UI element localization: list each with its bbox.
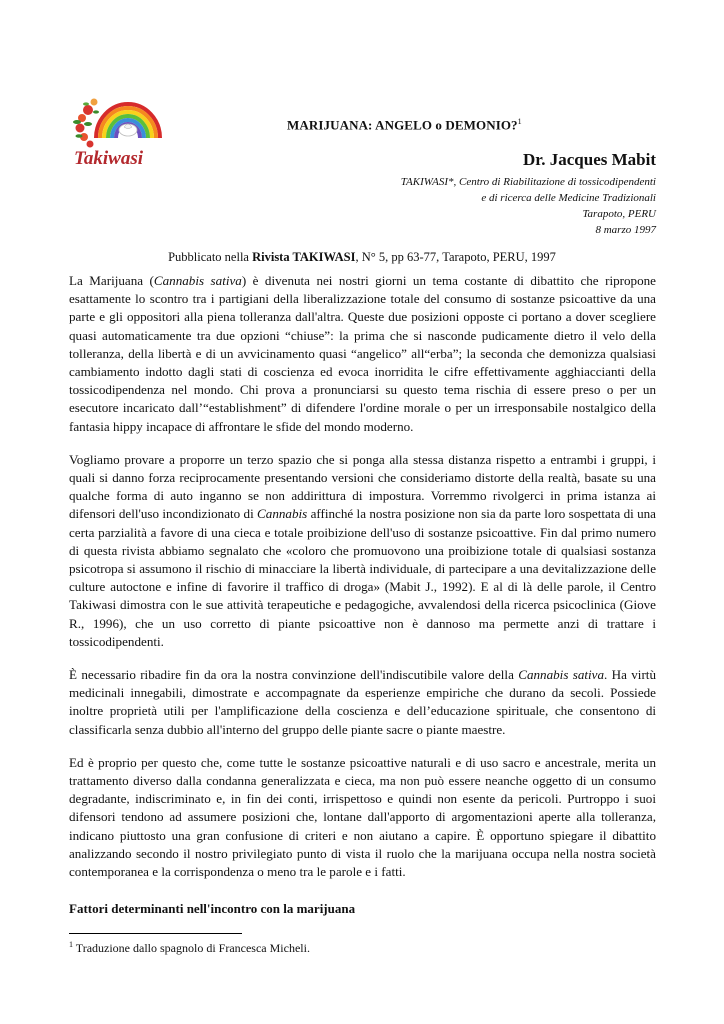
paragraph-4 xyxy=(69,754,656,881)
article-body xyxy=(69,272,656,917)
paragraph-2 xyxy=(69,451,656,651)
publication-details: , N° 5, pp 63-77, Tarapoto, PERU, 1997 xyxy=(355,250,556,264)
publication-info xyxy=(0,250,724,265)
paragraph-text: Vogliamo provare a proporre un terzo spazio che si ponga alla stessa distanza rispetto a entrambi i gruppi, i quali si danno forza reciprocamente presentando versioni che consideriamo distorte della realtà, basate su una qualche forma di auto inganno se non addirittura di impostura. Vorremmo rivolgerci in prima istanza ai difensori dell'uso incondizionato di xyxy=(69,451,656,522)
paragraph-text: . Ha virtù medicinali innegabili, dimostrate e accompagnate da esperienze empiriche che durano da secoli. Possiede inoltre proprietà utili per l'amplificazione della coscienza e dell’educazione spirituale, che consentono di classificarla senza dubbio all'interno del gruppo delle piante sacre o piante maestre. xyxy=(69,667,656,737)
author-block xyxy=(401,150,656,238)
section-heading: Fattori determinanti nell'incontro con la marijuana xyxy=(69,901,356,917)
affiliation-line: e di ricerca delle Medicine Tradizionali xyxy=(481,192,656,204)
rainbow-logo-graphic xyxy=(66,80,188,172)
footnote-ref: 1 xyxy=(517,117,522,126)
author-name: Dr. Jacques Mabit xyxy=(522,150,656,169)
paragraph-text: È necessario ribadire fin da ora la nostra convinzione dell'indiscutibile valore della xyxy=(69,667,519,683)
genus-name: Cannabis xyxy=(257,506,308,522)
paragraph-text: ) è divenuta nei nostri giorni un tema costante di dibattito che ripropone esattamente lo scontro tra i partigiani della liberalizzazione totale del consumo di sostanze psicoattive da una parte e gli oppositori alla piena tolleranza dall'altra. Queste due posizioni opposte ci portano a dover scegliere quasi automaticamente tra due opzioni “chiuse”: la prima che si nasconde pudicamente dietro il velo della tolleranza, della libertà e di un avvicinamento quasi “angelico” all“erba”; la seconda che demonizza qualsiasi cambiamento indotto dagli stati di coscienza ed evoca inorridita le cifre effettivamente agghiaccianti della tossicodipendenza nel mondo. Chi prova a pronunciarsi su questo tema rischia di essere preso o per un esecutore incaricato dall’“establishment” di difendere l'ordine morale o per un irresponsabile nostalgico della fantasia hippy incapace di affrontare le sfide del mondo moderno. xyxy=(69,273,656,434)
affiliation-date: 8 marzo 1997 xyxy=(595,224,656,236)
paragraph-3 xyxy=(69,666,656,739)
paragraph-text: affinché la nostra posizione non sia da parte loro sospettata di una certa parzialità a favore di una cieca e totale proibizione dell'uso di sostanze psicoattive. Fin dal primo numero di questa rivista abbiamo segnalato che «coloro che promuovono una proibizione totale di qualsiasi sostanza psicotropa si assumono il rischio di minacciare la libertà individuale, di partecipare a una devitalizzazione delle culture autoctone e infine di favorire il traffico di droga» (Mabit J., 1992). E al di là delle parole, il Centro Takiwasi dimostra con le sue attività terapeutiche e pedagogiche, avvalendosi della ricerca psicoclinica (Giove R., 1996), che un uso corretto di piante psicoattive non è dannoso ma permette anzi di trattare i tossicodipendenti. xyxy=(69,506,656,649)
takiwasi-logo xyxy=(66,80,188,172)
affiliation-line: TAKIWASI*, Centro di Riabilitazione di tossicodipendenti xyxy=(400,176,656,188)
footnote-mark: 1 xyxy=(69,940,73,949)
publication-prefix: Pubblicato nella xyxy=(168,250,253,264)
footnote-divider xyxy=(69,933,242,934)
species-name: Cannabis sativa xyxy=(518,667,605,683)
paragraph-text: Ed è proprio per questo che, come tutte le sostanze psicoattive naturali e di uso sacro e ancestrale, merita un trattamento diverso dalla condanna generalizzata e cieca, ma non può essere neanche oggetto di un consumo degradante, indiscriminato e, in fin dei conti, irrispettoso e quindi non esente da pericoli. Purtroppo i suoi difensori tendono ad assumere posizioni che, lontane dall'apporto di argomentazioni aperte alla tolleranza, indicano piuttosto una gran confusione di criteri e non aiutano a capire. È opportuno spiegare il dibattito analizzando secondo il nostro privilegiato punto di vista il ruolo che la marijuana occupa nella nostra società contemporanea e la corrispondenza o meno tra le parole e i fatti. xyxy=(69,754,656,880)
journal-name: Rivista TAKIWASI xyxy=(252,250,356,264)
logo-wordmark: Takiwasi xyxy=(74,148,143,169)
footnote xyxy=(69,940,310,956)
footnote-text: Traduzione dallo spagnolo di Francesca Micheli. xyxy=(73,941,310,955)
flower-icon xyxy=(73,99,99,148)
species-name: Cannabis sativa xyxy=(153,273,242,288)
affiliation-location: Tarapoto, PERU xyxy=(582,208,656,220)
document-title xyxy=(287,117,522,133)
document-title-text: MARIJUANA: ANGELO o DEMONIO? xyxy=(287,117,518,133)
paragraph-text: La Marijuana ( xyxy=(69,273,154,288)
paragraph-1 xyxy=(69,272,656,436)
